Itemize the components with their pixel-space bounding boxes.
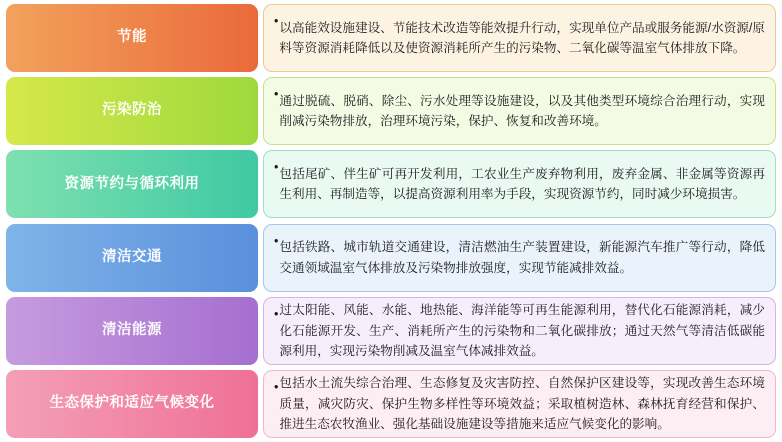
bullet-icon: • bbox=[274, 160, 279, 175]
diagram-row bbox=[6, 370, 776, 438]
bullet-icon: • bbox=[274, 233, 279, 248]
category-description-ecology-climate bbox=[263, 370, 776, 438]
category-description-energy-saving bbox=[263, 4, 776, 72]
description-text: 包括铁路、城市轨道交通建设，清洁燃油生产装置建设，新能源汽车推广等行动，降低交通领域温室气体排放及污染物排放强度，实现节能减排效益。 bbox=[279, 240, 765, 275]
category-label-energy-saving[interactable] bbox=[6, 4, 258, 72]
category-description-resource-recycling bbox=[263, 150, 776, 218]
bullet-icon: • bbox=[274, 306, 279, 321]
category-description-clean-energy bbox=[263, 297, 776, 365]
category-label-text: 清洁能源 bbox=[102, 321, 162, 338]
diagram-row bbox=[6, 4, 776, 72]
diagram-row bbox=[6, 224, 776, 292]
bullet-icon: • bbox=[274, 379, 279, 394]
category-label-text: 节能 bbox=[117, 29, 147, 46]
description-text: 包括尾矿、伴生矿可再开发利用，工农业生产废弃物利用，废弃金属、非金属等资源再生利用、再制造等，以提高资源利用率为手段，实现资源节约，同时减少环境损害。 bbox=[279, 166, 765, 202]
diagram-row bbox=[6, 77, 776, 145]
description-text: 包括水土流失综合治理、生态修复及灾害防控、自然保护区建设等，实现改善生态环境质量，减灾防灾、保护生物多样性等环境效益；采取植树造林、森林抚育经营和保护、推进生态农牧渔业、强化基础设施建设等措施来适应气候变化的影响。 bbox=[279, 376, 765, 432]
category-label-text: 清洁交通 bbox=[102, 248, 162, 265]
category-label-clean-transport[interactable] bbox=[6, 224, 258, 292]
category-description-clean-transport bbox=[263, 224, 776, 292]
category-label-text: 污染防治 bbox=[102, 102, 162, 119]
category-label-pollution-control[interactable] bbox=[6, 77, 258, 145]
description-text: 以高能效设施建设、节能技术改造等能效提升行动，实现单位产品或服务能源/水资源/原料等资源消耗降低以及使资源消耗所产生的污染物、二氧化碳等温室气体排放下降。 bbox=[279, 20, 765, 55]
category-description-pollution-control bbox=[263, 77, 776, 145]
diagram-row bbox=[6, 297, 776, 365]
description-text: 通过脱硫、脱硝、除尘、污水处理等设施建设，以及其他类型环境综合治理行动，实现削减污染物排放，治理环境污染，保护、恢复和改善环境。 bbox=[279, 93, 765, 129]
diagram-row bbox=[6, 150, 776, 218]
category-label-resource-recycling[interactable] bbox=[6, 150, 258, 218]
description-text: 过太阳能、风能、水能、地热能、海洋能等可再生能源利用，替代化石能源消耗，减少化石能源开发、生产、消耗所产生的污染物和二氧化碳排放；通过天然气等清洁低碳能源利用，实现污染物削减及温室气体减排效益。 bbox=[279, 303, 765, 358]
category-label-ecology-climate[interactable] bbox=[6, 370, 258, 438]
category-label-clean-energy[interactable] bbox=[6, 297, 258, 365]
bullet-icon: • bbox=[274, 87, 279, 102]
category-label-text: 资源节约与循环利用 bbox=[64, 175, 200, 192]
bullet-icon: • bbox=[274, 14, 279, 28]
category-label-text: 生态保护和适应气候变化 bbox=[49, 395, 215, 412]
